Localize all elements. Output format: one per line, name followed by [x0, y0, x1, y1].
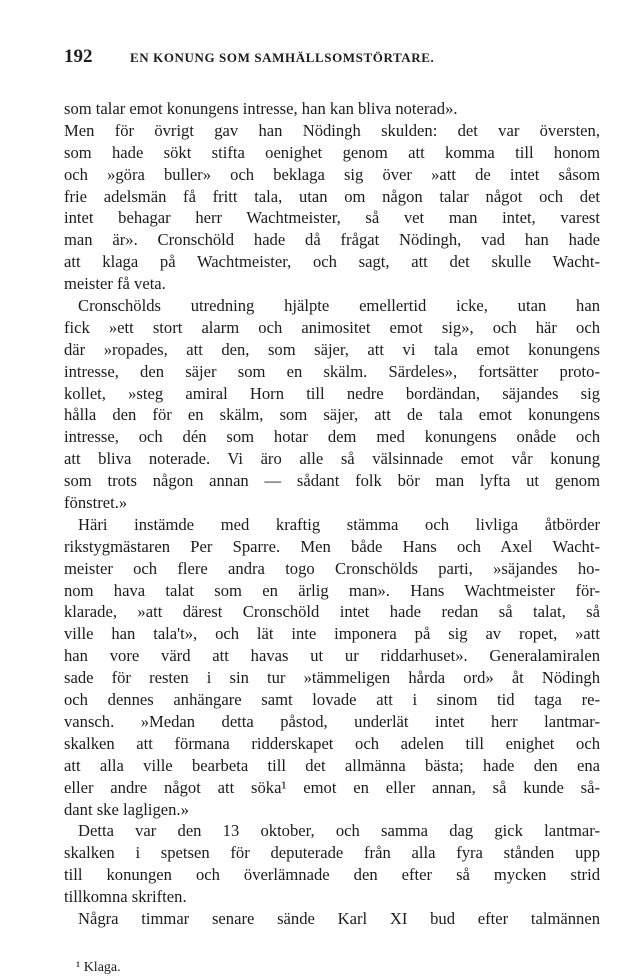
text-line: intresse, den säjer som en skälm. Särdeles», fortsätter proto- [64, 361, 600, 381]
text-line: ville han tala't», och lät inte imponera på sig av ropet, »att [64, 624, 600, 644]
text-line: till konungen och överlämnade den efter så mycken strid [64, 865, 600, 885]
text-line: meister få veta. [64, 274, 166, 294]
text-line: skalken att förmana ridderskapet och adelen till enighet och [64, 733, 600, 753]
body-text [64, 98, 600, 930]
text-line: där »ropades, att den, som säjer, att vi tala emot konungens [64, 339, 600, 359]
text-line: han vore värd att havas ut ur riddarhuset». Generalamiralen [64, 646, 600, 666]
text-line: att bliva noterade. Vi äro alle så välsinnade emot vår konung [64, 449, 600, 469]
text-line: som trots någon annan — sådant folk bör man lyfta ut genom [64, 471, 600, 491]
text-line: Detta var den 13 oktober, och samma dag gick lantmar- [78, 821, 600, 841]
text-line: nom hava talat som en ärlig man». Hans Wachtmeister för- [64, 580, 600, 600]
text-line: som talar emot konungens intresse, han kan bliva noterad». [64, 99, 458, 118]
text-line: meister och flere andra togo Cronschölds parti, »säjandes ho- [64, 558, 600, 578]
text-line: hålla den för en skälm, som säjer, att de tala emot konungens [64, 405, 600, 425]
text-line: eller andre något att söka¹ emot en eller annan, så kunde så- [64, 777, 600, 797]
page-number: 192 [64, 46, 93, 67]
text-line: att alla ville bearbeta till det allmänna bästa; hade den ena [64, 755, 600, 775]
running-title: EN KONUNG SOM SAMHÄLLSOMSTÖRTARE. [130, 50, 435, 65]
text-line: rikstygmästaren Per Sparre. Men både Hans och Axel Wacht- [64, 536, 600, 556]
text-line: Men för övrigt gav han Nödingh skulden: det var översten, [64, 120, 600, 140]
text-line: sade för resten i sin tur »tämmeligen hårda ord» åt Nödingh [64, 668, 600, 688]
footnote: ¹ Klaga. [76, 959, 121, 975]
running-head [64, 46, 600, 78]
text-line: vansch. »Medan detta påstod, underlät intet herr lantmar- [64, 711, 600, 731]
text-line: fönstret.» [64, 493, 128, 513]
book-page [64, 46, 600, 976]
text-line: intet behagar herr Wachtmeister, så vet man intet, varest [64, 208, 600, 228]
text-line: klarade, »att därest Cronschöld intet hade redan så talat, så [64, 602, 600, 622]
text-line: tillkomna skriften. [64, 887, 187, 907]
text-line: frie adelsmän få fritt tala, utan om någon talar något och det [64, 186, 600, 206]
text-line: Några timmar senare sände Karl XI bud efter talmännen [78, 908, 600, 928]
text-line: och »göra buller» och beklaga sig över »att de intet såsom [64, 164, 600, 184]
text-line: Cronschölds utredning hjälpte emellertid icke, utan han [78, 296, 600, 316]
text-line: skalken i spetsen för deputerade från alla fyra stånden upp [64, 843, 600, 863]
text-line: Häri instämde med kraftig stämma och livliga åtbörder [78, 514, 600, 534]
text-line: intresse, och dén som hotar dem med konungens onåde och [64, 427, 600, 447]
text-line: dant ske lagligen.» [64, 799, 189, 819]
text-line: att klaga på Wachtmeister, och sagt, att det skulle Wacht- [64, 252, 600, 272]
text-line: fick »ett stort alarm och animositet emot sig», och här och [64, 317, 600, 337]
text-line: man är». Cronschöld hade då frågat Nödingh, vad han hade [64, 230, 600, 250]
text-line: och dennes anhängare samt lovade att i sinom tid taga re- [64, 690, 600, 710]
text-line: som hade sökt stifta oenighet genom att komma till honom [64, 142, 600, 162]
text-line: kollet, »steg amiral Horn till nedre bordändan, säjandes sig [64, 383, 600, 403]
